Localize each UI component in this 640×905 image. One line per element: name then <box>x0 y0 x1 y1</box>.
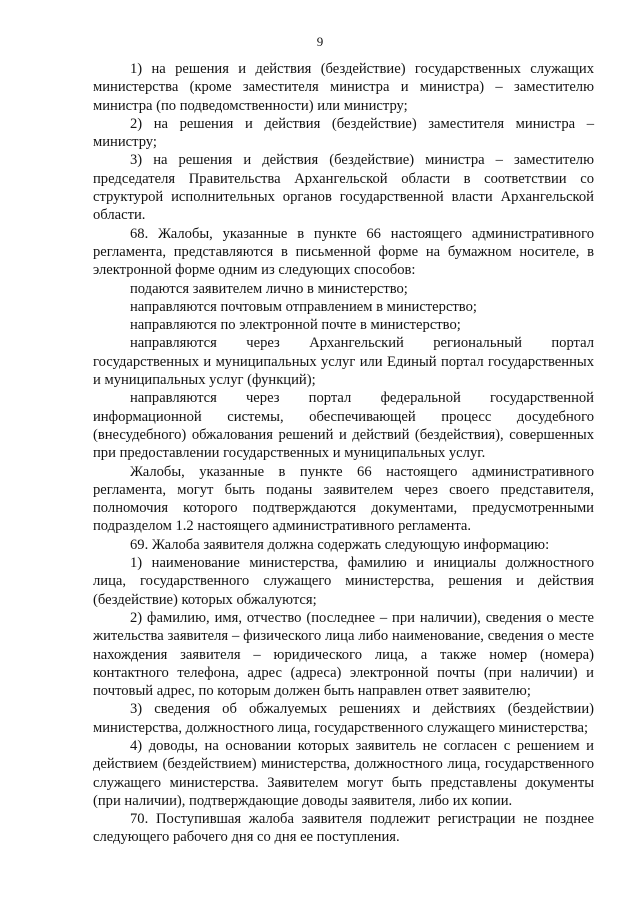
list-item-via-portal: направляются через Архангельский региональный портал государственных и муниципальных услуг или Единый портал государственных и муниципальных услуг (функций); <box>93 335 594 389</box>
paragraph-70: 70. Поступившая жалоба заявителя подлежит регистрации не позднее следующего рабочего дня со дня ее поступления. <box>93 811 594 846</box>
list-item-in-person: подаются заявителем лично в министерство; <box>130 280 408 297</box>
paragraph-complaint-to-government: 3) на решения и действия (бездействие) министра – заместителю председателя Правительства Архангельской области в соответствии со структурой исполнительных органов государственной власти Архангельской области. <box>93 152 594 224</box>
paragraph-complaint-to-minister: 2) на решения и действия (бездействие) заместителя министра – министру; <box>93 115 594 151</box>
list-item-via-federal-system: направляются через портал федеральной государственной информационной системы, обеспечивающей процесс досудебного (внесудебного) обжалования решений и действий (бездействия), совершенных при предоставлении государственных и муниципальных услуг. <box>93 390 594 462</box>
paragraph-complaint-to-deputy: 1) на решения и действия (бездействие) государственных служащих министерства (кроме заместителя министра и министра) – заместителю министра (по подведомственности) или министру; <box>93 61 594 114</box>
paragraph-68: 68. Жалобы, указанные в пункте 66 настоящего административного регламента, представляются в письменной форме на бумажном носителе, в электронной форме одним из следующих способов: <box>93 225 594 279</box>
paragraph-representative: Жалобы, указанные в пункте 66 настоящего административного регламента, могут быть поданы заявителем через своего представителя, полномочия которого подтверждаются документами, предусмотренными подразделом 1.2 настоящего административного регламента. <box>93 463 594 535</box>
list-item-appealed-decisions: 3) сведения об обжалуемых решениях и действиях (бездействии) министерства, должностного лица, государственного служащего министерства; <box>93 701 594 736</box>
list-item-by-mail: направляются почтовым отправлением в министерство; <box>130 298 477 315</box>
list-item-by-email: направляются по электронной почте в министерство; <box>130 317 461 334</box>
list-item-applicant-details: 2) фамилию, имя, отчество (последнее – при наличии), сведения о месте жительства заявителя – физического лица либо наименование, сведения о месте нахождения заявителя – юридического лица, а также номер (номера) контактного телефона, адрес (адреса) электронной почты (при наличии) и почтовый адрес, по которым должен быть направлен ответ заявителю; <box>93 609 594 700</box>
list-item-ministry-name: 1) наименование министерства, фамилию и инициалы должностного лица, государственного служащего министерства, решения и действия (бездействие) которых обжалуются; <box>93 555 594 608</box>
page-number: 9 <box>316 34 324 49</box>
list-item-arguments: 4) доводы, на основании которых заявитель не согласен с решением и действием (бездействием) министерства, должностного лица, государственного служащего министерства. Заявителем могут быть представлены документы (при наличии), подтверждающие доводы заявителя, либо их копии. <box>93 737 594 809</box>
document-body <box>93 60 594 847</box>
paragraph-69: 69. Жалоба заявителя должна содержать следующую информацию: <box>130 536 550 553</box>
